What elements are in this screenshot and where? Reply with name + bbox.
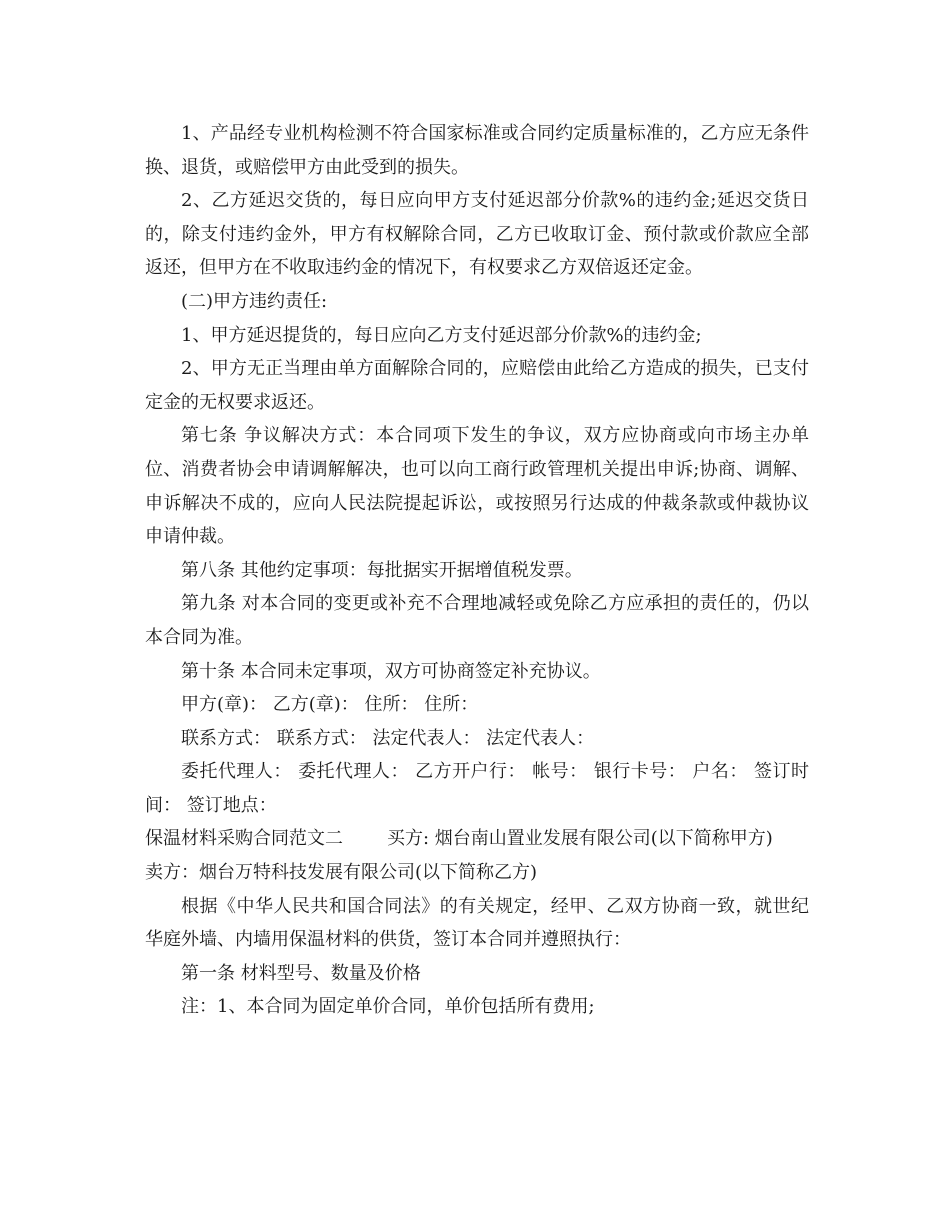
paragraph-article-1: 第一条 材料型号、数量及价格 [181, 962, 421, 984]
contract-body [145, 117, 809, 1024]
paragraph-second-contract-header [145, 822, 809, 856]
seller-line: 卖方：烟台万特科技发展有限公司(以下简称乙方) [145, 862, 538, 884]
paragraph-late-delivery: 2、乙方延迟交货的，每日应向甲方支付延迟部分价款%的违约金;延迟交货日的，除支付违约金外，甲方有权解除合同，乙方已收取订金、预付款或价款应全部返还，但甲方在不收取违约金的情况下，有权要求乙方双倍返还定金。 [145, 190, 809, 279]
paragraph-party-seals: 甲方(章)： 乙方(章)： 住所： 住所： [181, 694, 479, 716]
paragraph-agent-bank-info: 委托代理人： 委托代理人： 乙方开户行： 帐号： 银行卡号： 户名： 签订时间： 签订地点： [145, 761, 809, 816]
paragraph-buyer-liability-heading: (二)甲方违约责任: [181, 290, 328, 312]
paragraph-contact-info: 联系方式： 联系方式： 法定代表人： 法定代表人： [181, 727, 595, 749]
paragraph-unilateral-termination: 2、甲方无正当理由单方面解除合同的，应赔偿由此给乙方造成的损失，已支付定金的无权要求返还。 [145, 358, 809, 413]
paragraph-legal-basis: 根据《中华人民共和国合同法》的有关规定，经甲、乙双方协商一致，就世纪华庭外墙、内墙用保温材料的供货，签订本合同并遵照执行： [145, 895, 809, 951]
paragraph-article-8: 第八条 其他约定事项：每批据实开据增值税发票。 [181, 559, 583, 581]
paragraph-product-quality: 1、产品经专业机构检测不符合国家标准或合同约定质量标准的，乙方应无条件换、退货，或赔偿甲方由此受到的损失。 [145, 123, 809, 178]
paragraph-article-7: 第七条 争议解决方式：本合同项下发生的争议，双方应协商或向市场主办单位、消费者协会申请调解解决，也可以向工商行政管理机关提出申诉;协商、调解、申诉解决不成的，应向人民法院提起诉讼，或按照另行达成的仲裁条款或仲裁协议申请仲裁。 [145, 425, 809, 548]
paragraph-late-pickup: 1、甲方延迟提货的，每日应向乙方支付延迟部分价款%的违约金; [181, 324, 702, 346]
paragraph-article-9: 第九条 对本合同的变更或补充不合理地减轻或免除乙方应承担的责任的，仍以本合同为准。 [145, 593, 809, 648]
paragraph-note-fixed-price: 注：1、本合同为固定单价合同，单价包括所有费用; [181, 996, 595, 1018]
section-title: 保温材料采购合同范文二 [145, 828, 343, 850]
paragraph-article-10: 第十条 本合同未定事项，双方可协商签定补充协议。 [181, 660, 601, 682]
buyer-line: 买方: 烟台南山置业发展有限公司(以下简称甲方) [387, 828, 773, 850]
